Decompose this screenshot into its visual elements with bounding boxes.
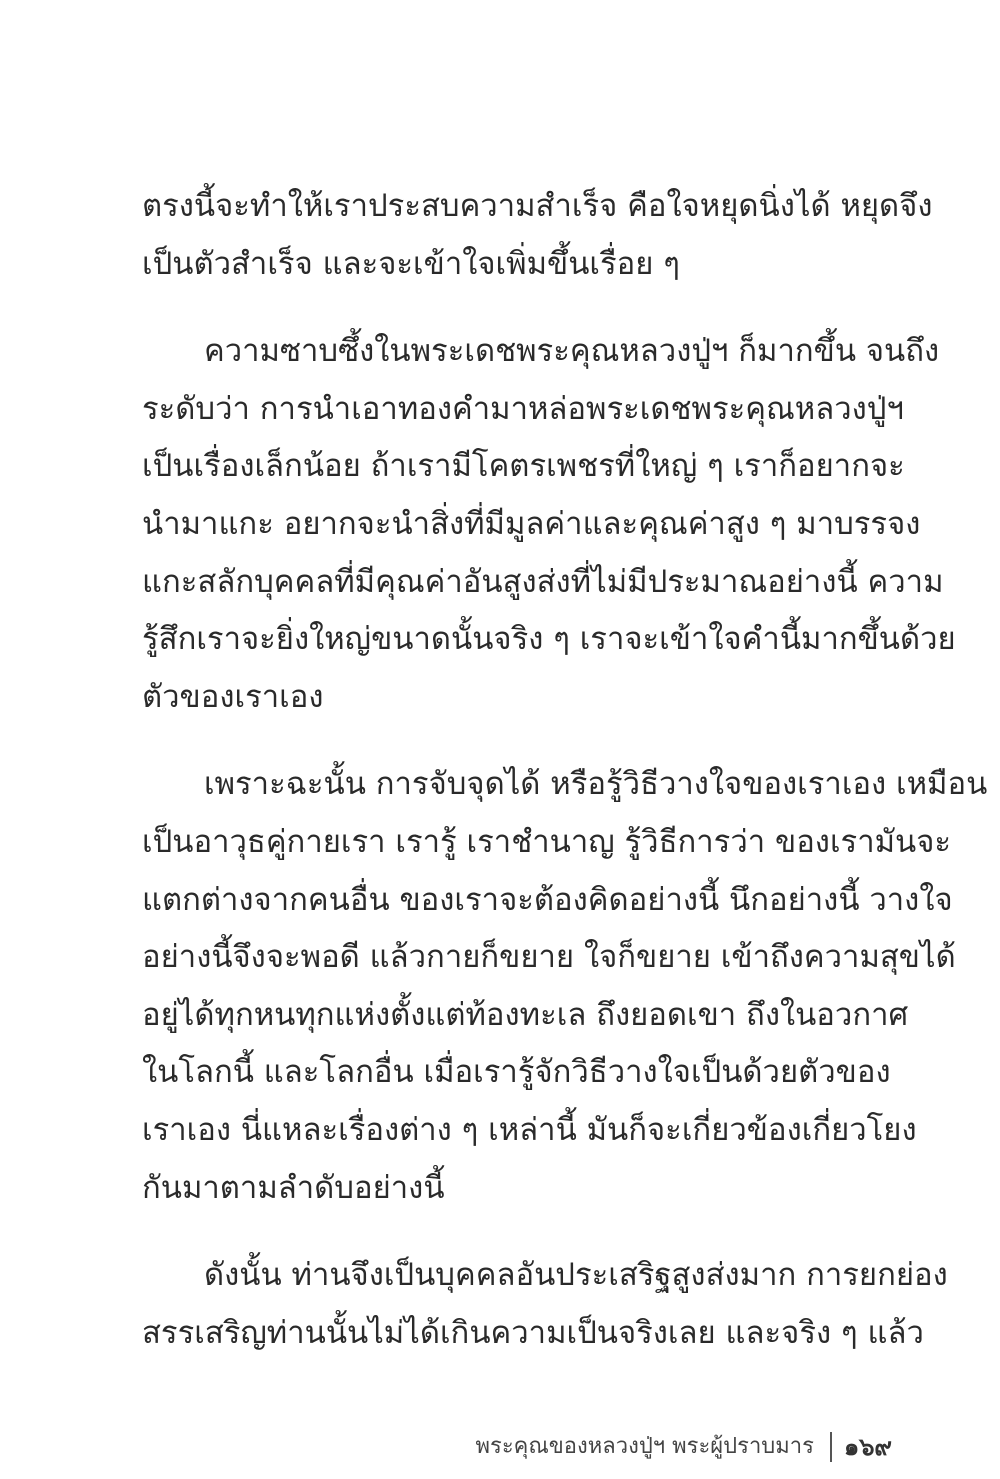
page-footer — [476, 1425, 893, 1469]
paragraph-gap — [142, 1217, 887, 1247]
paragraph-gap — [142, 726, 887, 756]
text-line: นำมาแกะ อยากจะนำสิ่งที่มีมูลค่าและคุณค่าสูง ๆ มาบรรจง — [142, 505, 921, 542]
text-line: ในโลกนี้ และโลกอื่น เมื่อเรารู้จักวิธีวางใจเป็นด้วยตัวของ — [142, 1054, 891, 1091]
text-line: ตัวของเราเอง — [142, 678, 324, 715]
text-line: อยู่ได้ทุกหนทุกแห่งตั้งแต่ท้องทะเล ถึงยอดเขา ถึงในอวกาศ — [142, 996, 909, 1033]
text-line: กันมาตามลำดับอย่างนี้ — [142, 1169, 445, 1206]
paragraph — [142, 1247, 948, 1362]
page-number: ๑๖๙ — [843, 1433, 892, 1461]
text-line: เป็นตัวสำเร็จ และจะเข้าใจเพิ่มขึ้นเรื่อย ๆ — [142, 245, 680, 282]
paragraph-gap — [142, 293, 887, 323]
paragraph — [142, 178, 933, 293]
text-line: เป็นอาวุธคู่กายเรา เรารู้ เราชำนาญ รู้วิธีการว่า ของเรามันจะ — [142, 823, 952, 860]
text-line: ตรงนี้จะทำให้เราประสบความสำเร็จ คือใจหยุดนิ่งได้ หยุดจึง — [142, 188, 933, 224]
text-line: ความซาบซึ้งในพระเดชพระคุณหลวงปู่ฯ ก็มากขึ้น จนถึง — [204, 333, 940, 370]
text-line: เป็นเรื่องเล็กน้อย ถ้าเรามีโคตรเพชรที่ใหญ่ ๆ เราก็อยากจะ — [142, 448, 905, 485]
paragraph — [142, 756, 988, 1217]
text-line: เพราะฉะนั้น การจับจุดได้ หรือรู้วิธีวางใจของเราเอง เหมือน — [204, 766, 988, 803]
body-text — [142, 178, 988, 1362]
running-title: พระคุณของหลวงปู่ฯ พระผู้ปราบมาร — [475, 1434, 814, 1459]
text-line: อย่างนี้จึงจะพอดี แล้วกายก็ขยาย ใจก็ขยาย เข้าถึงความสุขได้ — [142, 939, 956, 976]
text-line: สรรเสริญท่านนั้นไม่ได้เกินความเป็นจริงเลย และจริง ๆ แล้ว — [142, 1314, 924, 1351]
paragraph — [142, 323, 956, 726]
text-line: เราเอง นี่แหละเรื่องต่าง ๆ เหล่านี้ มันก็จะเกี่ยวข้องเกี่ยวโยง — [142, 1111, 917, 1148]
text-line: ดังนั้น ท่านจึงเป็นบุคคลอันประเสริฐสูงส่งมาก การยกย่อง — [204, 1257, 948, 1294]
text-line: ระดับว่า การนำเอาทองคำมาหล่อพระเดชพระคุณหลวงปู่ฯ — [142, 390, 904, 427]
text-line: รู้สึกเราจะยิ่งใหญ่ขนาดนั้นจริง ๆ เราจะเข้าใจคำนี้มากขึ้นด้วย — [142, 621, 956, 658]
footer-separator — [830, 1432, 832, 1462]
text-line: แตกต่างจากคนอื่น ของเราจะต้องคิดอย่างนี้ นึกอย่างนี้ วางใจ — [142, 881, 953, 918]
text-line: แกะสลักบุคคลที่มีคุณค่าอันสูงส่งที่ไม่มีประมาณอย่างนี้ ความ — [142, 563, 944, 600]
